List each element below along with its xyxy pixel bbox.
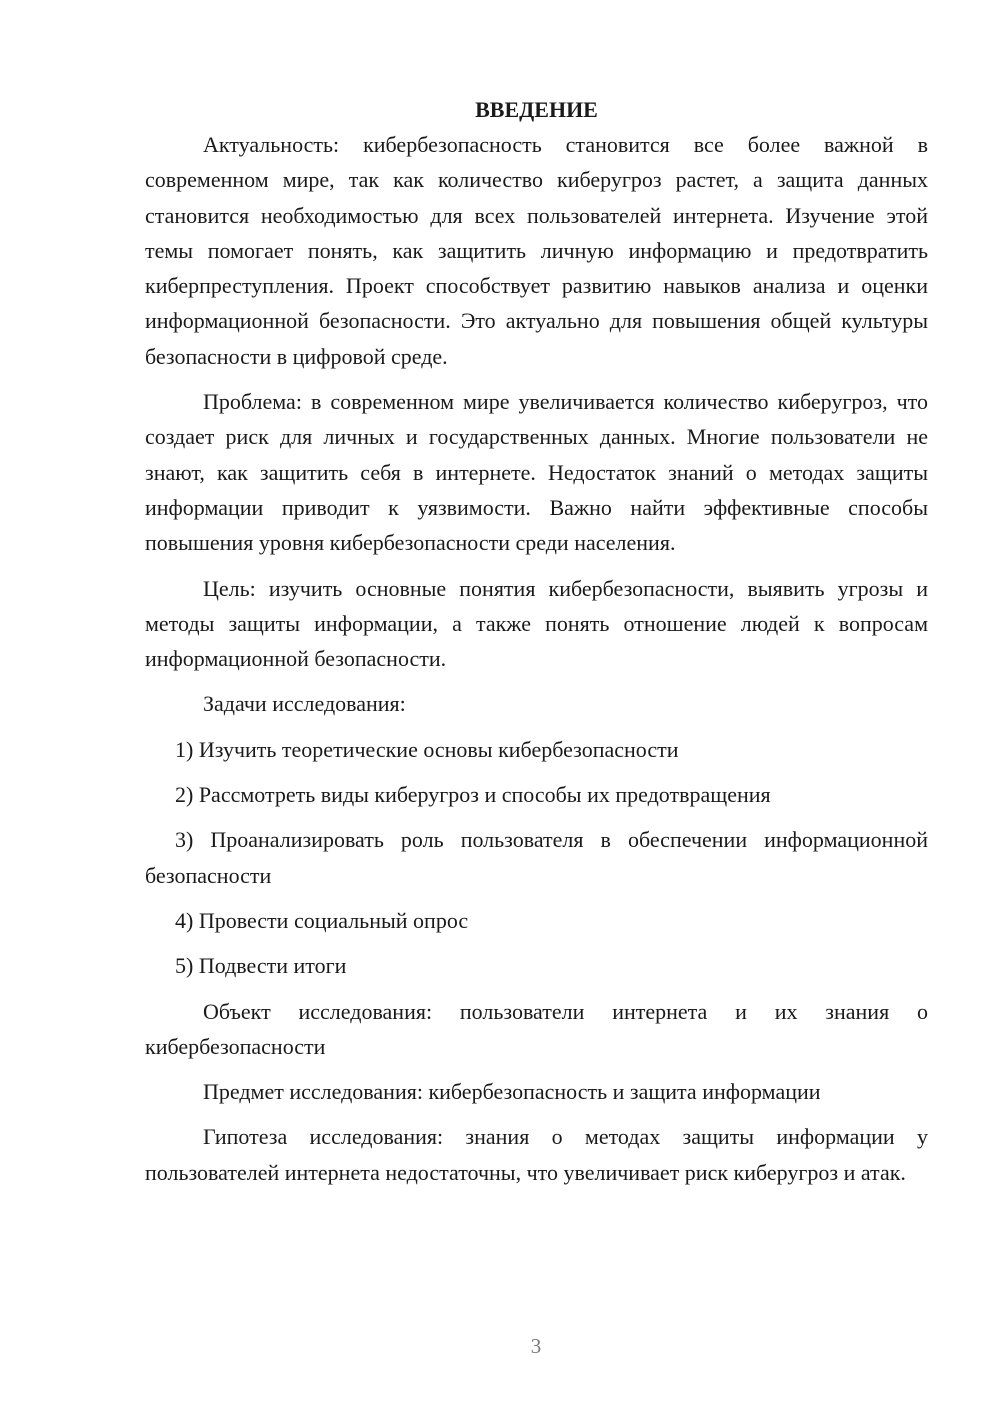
paragraph-hypothesis: Гипотеза исследования: знания о методах защиты информации у пользователей интернета недостаточны, что увеличивает риск киберугроз и атак.: [145, 1124, 928, 1185]
paragraph-object: Объект исследования: пользователи интернета и их знания о кибербезопасности: [145, 998, 928, 1059]
paragraph-subject: Предмет исследования: кибербезопасность и защита информации: [203, 1079, 821, 1105]
section-title: ВВЕДЕНИЕ: [475, 97, 598, 122]
task-item-3: 3) Проанализировать роль пользователя в обеспечении информационной безопасности: [145, 827, 928, 888]
task-item-5: 5) Подвести итоги: [175, 953, 347, 979]
paragraph-goal: Цель: изучить основные понятия кибербезопасности, выявить угрозы и методы защиты информации, а также понять отношение людей к вопросам информационной безопасности.: [145, 575, 928, 672]
paragraph-relevance: Актуальность: кибербезопасность становится все более важной в современном мире, так как количество киберугроз растет, а защита данных становится необходимостью для всех пользователей интернета. Изучение этой темы помогает понять, как защитить личную информацию и предотвратить киберпреступления. Проект способствует развитию навыков анализа и оценки информационной безопасности. Это актуально для повышения общей культуры безопасности в цифровой среде.: [145, 132, 928, 369]
page-number: 3: [530, 1334, 542, 1358]
task-item-1: 1) Изучить теоретические основы кибербезопасности: [175, 736, 679, 762]
task-item-2: 2) Рассмотреть виды киберугроз и способы их предотвращения: [175, 782, 771, 808]
page-content: [145, 92, 928, 1190]
paragraph-problem: Проблема: в современном мире увеличивается количество киберугроз, что создает риск для личных и государственных данных. Многие пользователи не знают, как защитить себя в интернете. Недостаток знаний о методах защиты информации приводит к уязвимости. Важно найти эффективные способы повышения уровня кибербезопасности среди населения.: [145, 389, 928, 556]
paragraph-tasks-heading: Задачи исследования:: [203, 691, 406, 717]
task-item-4: 4) Провести социальный опрос: [175, 907, 469, 933]
